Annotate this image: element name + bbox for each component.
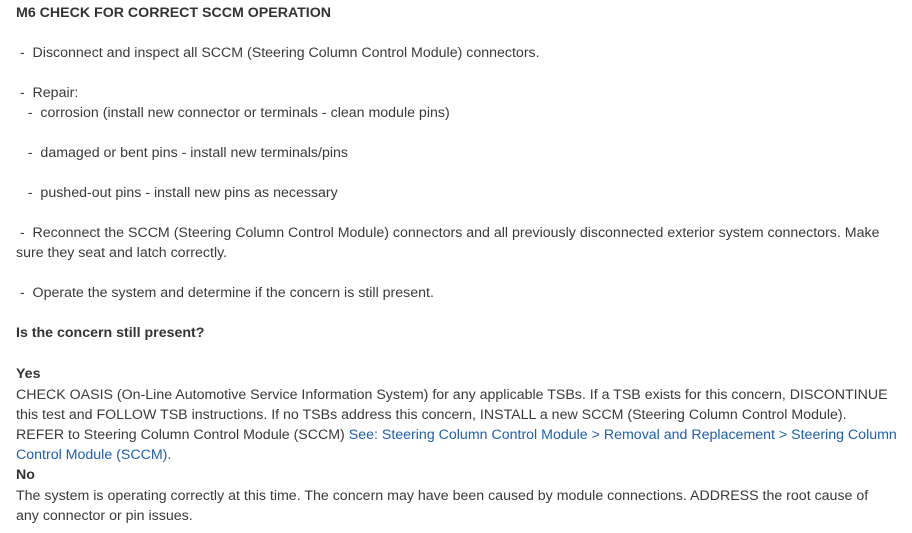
- yes-line3: [16, 425, 897, 445]
- repair-item-damaged-pins: - damaged or bent pins - install new terminals/pins: [16, 145, 348, 161]
- sccm-removal-link-continued[interactable]: Control Module (SCCM): [16, 447, 168, 463]
- step-reconnect-line2: sure they seat and latch correctly.: [16, 245, 228, 261]
- repair-item-corrosion: - corrosion (install new connector or terminals - clean module pins): [16, 105, 450, 121]
- sccm-removal-link[interactable]: See: Steering Column Control Module > Removal and Replacement > Steering Column: [348, 427, 897, 443]
- yes-line4: [16, 445, 171, 465]
- link-period: .: [167, 447, 172, 463]
- no-line1: The system is operating correctly at this time. The concern may have been caused by module connections. ADDRESS the root cause of: [16, 488, 869, 504]
- yes-refer-text: REFER to Steering Column Control Module (SCCM): [16, 427, 349, 443]
- no-line2: any connector or pin issues.: [16, 508, 193, 524]
- yes-line2: this test and FOLLOW TSB instructions. If no TSBs address this concern, INSTALL a new SCCM (Steering Column Control Module).: [16, 407, 847, 423]
- step-disconnect: - Disconnect and inspect all SCCM (Steering Column Control Module) connectors.: [16, 45, 540, 61]
- no-label: No: [16, 467, 35, 483]
- question-heading: Is the concern still present?: [16, 325, 205, 341]
- yes-label: Yes: [16, 366, 41, 382]
- page-title: M6 CHECK FOR CORRECT SCCM OPERATION: [16, 5, 332, 21]
- step-reconnect-line1: - Reconnect the SCCM (Steering Column Control Module) connectors and all previously disconnected exterior system connectors. Make: [16, 225, 880, 241]
- step-operate: - Operate the system and determine if the concern is still present.: [16, 285, 434, 301]
- step-repair: - Repair:: [16, 85, 79, 101]
- yes-line1: CHECK OASIS (On-Line Automotive Service Information System) for any applicable TSBs. If a TSB exists for this concern, DISCONTINUE: [16, 387, 888, 403]
- repair-item-pushed-out-pins: - pushed-out pins - install new pins as necessary: [16, 185, 338, 201]
